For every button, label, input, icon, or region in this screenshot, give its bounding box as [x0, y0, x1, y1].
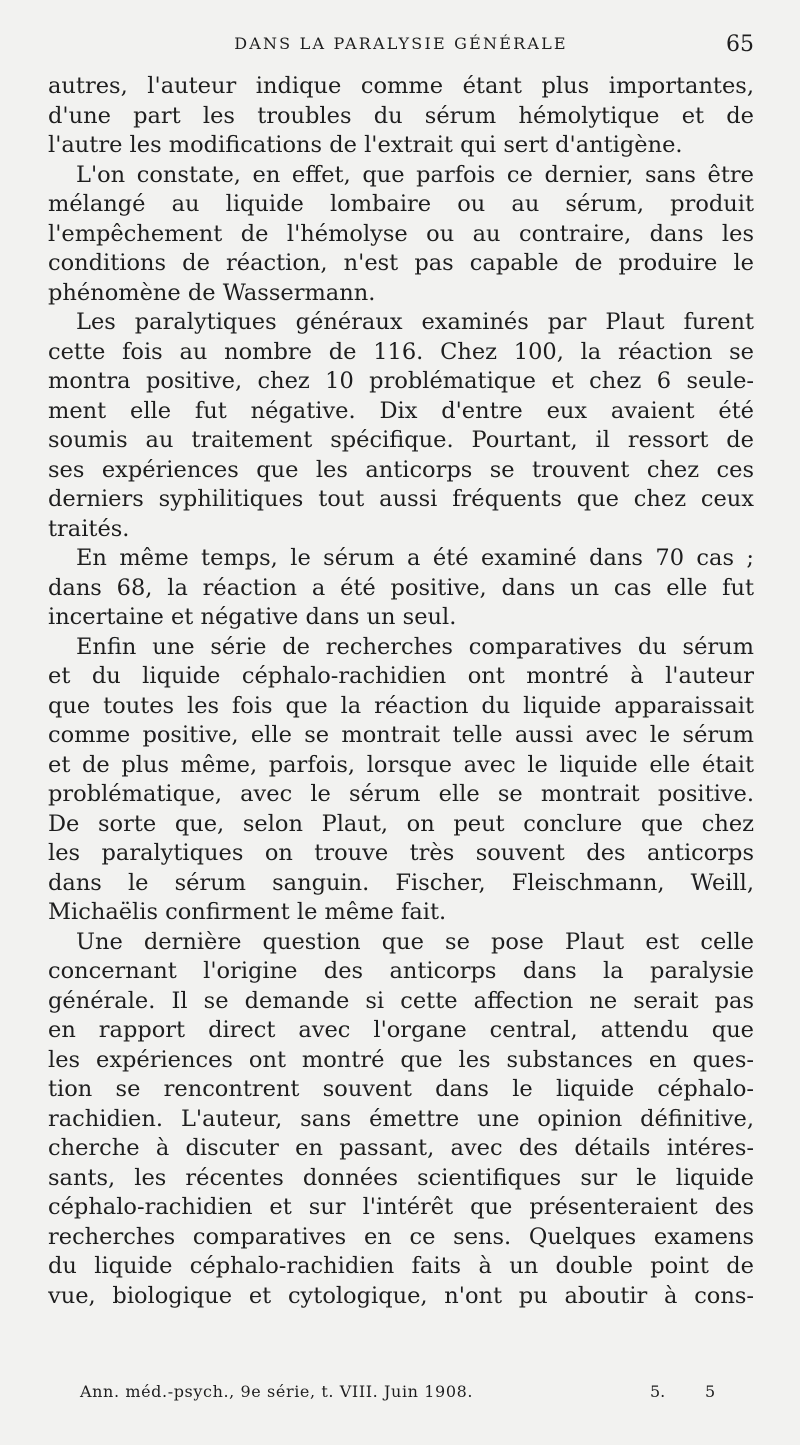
text-line: et de plus même, parfois, lorsque avec le liquide elle était	[48, 751, 754, 778]
text-line: comme positive, elle se montrait telle aussi avec le sérum	[48, 722, 754, 748]
text-line: dans le sérum sanguin. Fischer, Fleischmann, Weill,	[48, 869, 754, 896]
text-line: céphalo-rachidien et sur l'intérêt que présenteraient des	[48, 1194, 754, 1220]
text-line: derniers syphilitiques tout aussi fréquents que chez ceux	[48, 486, 754, 512]
text-line: cette fois au nombre de 116. Chez 100, la réaction se	[48, 338, 754, 365]
text-line: soumis au traitement spécifique. Pourtant, il ressort de	[48, 427, 754, 453]
text-line: vue, biologique et cytologique, n'ont pu aboutir à cons-	[48, 1282, 754, 1309]
text-line: et du liquide céphalo-rachidien ont montré à l'auteur	[48, 663, 754, 689]
text-line: Enfin une série de recherches comparatives du sérum	[76, 633, 754, 660]
text-line: cherche à discuter en passant, avec des détails intéres-	[48, 1135, 754, 1161]
text-line: ment elle fut négative. Dix d'entre eux avaient été	[48, 397, 754, 424]
page-number: 65	[726, 32, 754, 57]
text-line: incertaine et négative dans un seul.	[48, 604, 457, 630]
text-line: montra positive, chez 10 problématique et chez 6 seule-	[48, 368, 754, 394]
text-line: Les paralytiques généraux examinés par Plaut furent	[76, 309, 754, 335]
text-line: dans 68, la réaction a été positive, dans un cas elle fut	[48, 574, 754, 601]
text-line: phénomène de Wassermann.	[48, 279, 376, 306]
signature-mark: 5.	[650, 1382, 666, 1401]
text-line: De sorte que, selon Plaut, on peut conclure que chez	[48, 810, 754, 837]
text-line: ses expériences que les anticorps se trouvent chez ces	[48, 456, 754, 483]
page-header	[48, 34, 754, 62]
text-line: concernant l'origine des anticorps dans la paralysie	[48, 958, 754, 984]
text-line: du liquide céphalo-rachidien faits à un double point de	[48, 1253, 754, 1279]
text-line: l'autre les modifications de l'extrait qui sert d'antigène.	[48, 132, 683, 158]
signature-number: 5	[705, 1382, 716, 1401]
text-line: recherches comparatives en ce sens. Quelques examens	[48, 1223, 754, 1250]
text-line: sants, les récentes données scientifiques sur le liquide	[48, 1164, 754, 1191]
text-line: les paralytiques on trouve très souvent des anticorps	[48, 840, 754, 866]
text-line: En même temps, le sérum a été examiné dans 70 cas ;	[76, 545, 754, 571]
text-line: L'on constate, en effet, que parfois ce dernier, sans être	[76, 161, 754, 188]
text-line: autres, l'auteur indique comme étant plus importantes,	[48, 73, 754, 99]
text-line: que toutes les fois que la réaction du liquide apparaissait	[48, 692, 754, 719]
text-line: traités.	[48, 515, 130, 542]
text-line: mélangé au liquide lombaire ou au sérum, produit	[48, 191, 754, 217]
body-text	[48, 72, 754, 1311]
text-line: les expériences ont montré que les substances en ques-	[48, 1046, 754, 1073]
text-line: Une dernière question que se pose Plaut est celle	[76, 928, 754, 955]
text-line: problématique, avec le sérum elle se montrait positive.	[48, 781, 754, 807]
text-line: tion se rencontrent souvent dans le liquide céphalo-	[48, 1076, 754, 1102]
text-line: Michaëlis confirment le même fait.	[48, 899, 447, 925]
text-line: conditions de réaction, n'est pas capable de produire le	[48, 250, 754, 276]
text-line: en rapport direct avec l'organe central, attendu que	[48, 1017, 754, 1043]
text-line: d'une part les troubles du sérum hémolytique et de	[48, 102, 754, 129]
text-line: rachidien. L'auteur, sans émettre une opinion définitive,	[48, 1105, 754, 1132]
page-footer	[80, 1382, 720, 1408]
text-line: générale. Il se demande si cette affection ne serait pas	[48, 987, 754, 1014]
journal-citation: Ann. méd.-psych., 9e série, t. VIII. Juin 1908.	[80, 1382, 474, 1401]
text-line: l'empêchement de l'hémolyse ou au contraire, dans les	[48, 220, 754, 247]
running-title: DANS LA PARALYSIE GÉNÉRALE	[234, 34, 568, 53]
